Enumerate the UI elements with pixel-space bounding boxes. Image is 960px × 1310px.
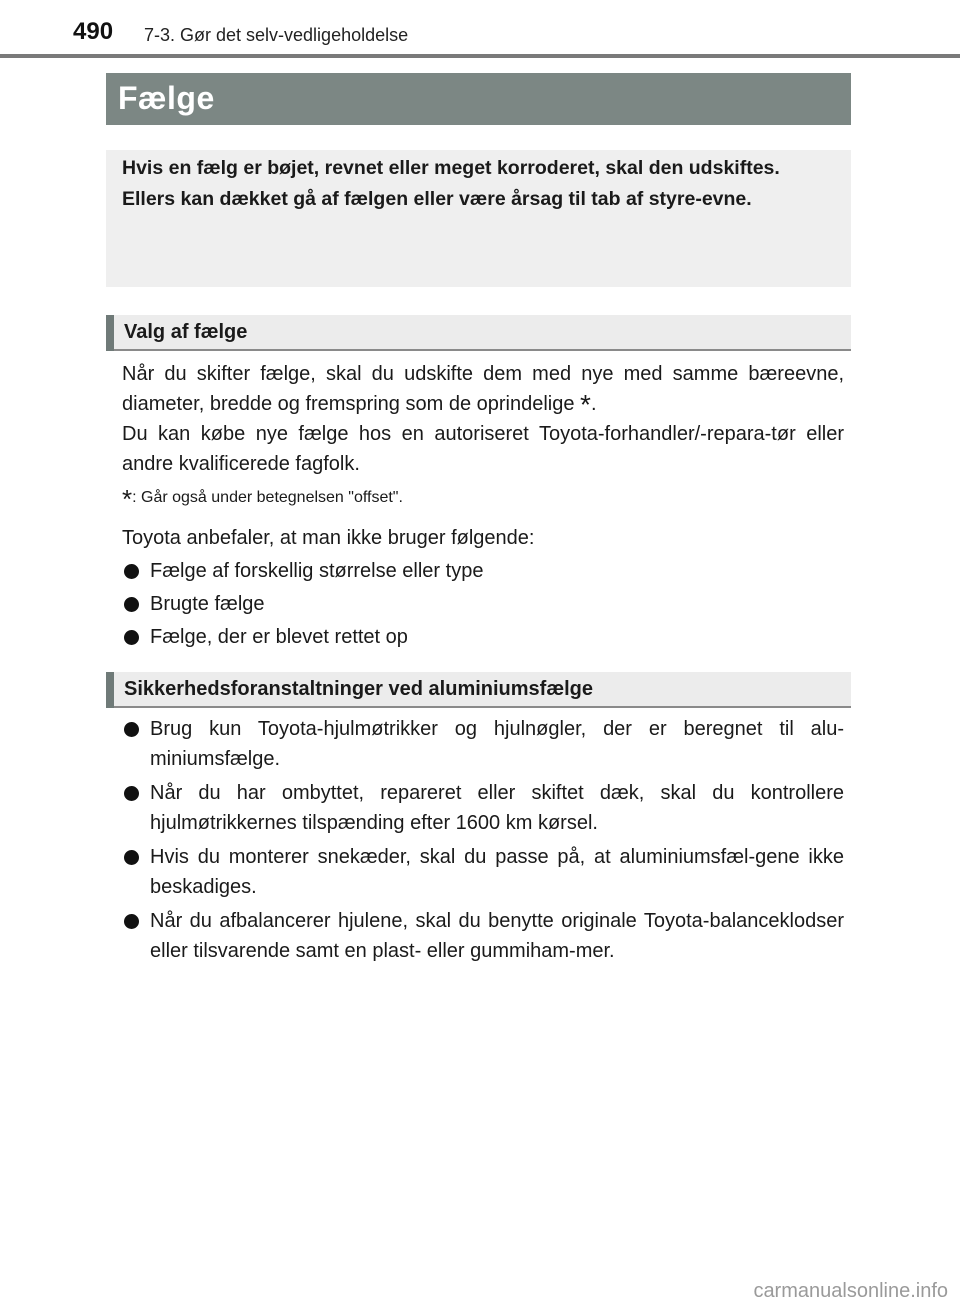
recommendation-intro bbox=[122, 523, 844, 553]
paragraph-replacement bbox=[122, 359, 844, 419]
bullet-dot-icon bbox=[124, 786, 139, 801]
page-title-bar bbox=[106, 73, 851, 125]
aluminium-precautions-list bbox=[122, 714, 844, 966]
footnote bbox=[122, 484, 844, 515]
list-item: Fælge af forskellig størrelse eller type bbox=[122, 556, 844, 586]
avoid-list bbox=[122, 556, 844, 652]
section-heading-accent bbox=[106, 672, 114, 708]
watermark: carmanualsonline.info bbox=[753, 1280, 948, 1302]
section1-body bbox=[122, 359, 844, 479]
page-number: 490 bbox=[73, 18, 114, 45]
list-item: Når du har ombyttet, repareret eller skiftet dæk, skal du kontrollere hjulmøtrikkernes tilspænding efter 1600 km kørsel. bbox=[122, 778, 844, 838]
list-item: Hvis du monterer snekæder, skal du passe på, at aluminiumsfæl-gene ikke beskadiges. bbox=[122, 842, 844, 902]
footnote-reference: * bbox=[580, 389, 591, 420]
bullet-dot-icon bbox=[124, 722, 139, 737]
list-item: Brugte fælge bbox=[122, 589, 844, 619]
list-item: Fælge, der er blevet rettet op bbox=[122, 622, 844, 652]
bullet-dot-icon bbox=[124, 914, 139, 929]
list-item: Når du afbalancerer hjulene, skal du benytte originale Toyota-balanceklodser eller tilsvarende samt en plast- eller gummiham-mer. bbox=[122, 906, 844, 966]
header-divider bbox=[0, 54, 960, 58]
warning-text-1: Hvis en fælg er bøjet, revnet eller meget korroderet, skal den udskiftes. bbox=[122, 157, 780, 179]
warning-text-2: Ellers kan dækket gå af fælgen eller være årsag til tab af styre-evne. bbox=[122, 188, 752, 210]
bullet-dot-icon bbox=[124, 597, 139, 612]
warning-box bbox=[106, 150, 851, 287]
section-heading-wheel-choice bbox=[106, 315, 851, 351]
footnote-text: : Går også under betegnelsen "offset". bbox=[132, 489, 403, 506]
paragraph-replacement-end: . bbox=[590, 393, 597, 415]
paragraph-dealer: Du kan købe nye fælge hos en autoriseret Toyota-forhandler/-repara-tør eller andre kvalificerede fagfolk. bbox=[122, 423, 844, 475]
bullet-dot-icon bbox=[124, 850, 139, 865]
paragraph-replacement-text: Når du skifter fælge, skal du udskifte dem med nye med samme bæreevne, diameter, bredde og fremspring som de oprindelige bbox=[122, 363, 844, 415]
page-header bbox=[0, 0, 960, 60]
page-title: Fælge bbox=[118, 80, 215, 116]
footnote-star: * bbox=[122, 484, 133, 514]
chapter-title: 7-3. Gør det selv-vedligeholdelse bbox=[144, 25, 409, 45]
section-heading-label: Sikkerhedsforanstaltninger ved aluminiumsfælge bbox=[124, 678, 594, 700]
recommendation-intro-text: Toyota anbefaler, at man ikke bruger følgende: bbox=[122, 527, 535, 549]
section-heading-accent bbox=[106, 315, 114, 351]
list-item: Brug kun Toyota-hjulmøtrikker og hjulnøgler, der er beregnet til alu-miniumsfælge. bbox=[122, 714, 844, 774]
bullet-dot-icon bbox=[124, 630, 139, 645]
bullet-dot-icon bbox=[124, 564, 139, 579]
section-heading-label: Valg af fælge bbox=[124, 321, 248, 343]
section-heading-aluminium bbox=[106, 672, 851, 708]
